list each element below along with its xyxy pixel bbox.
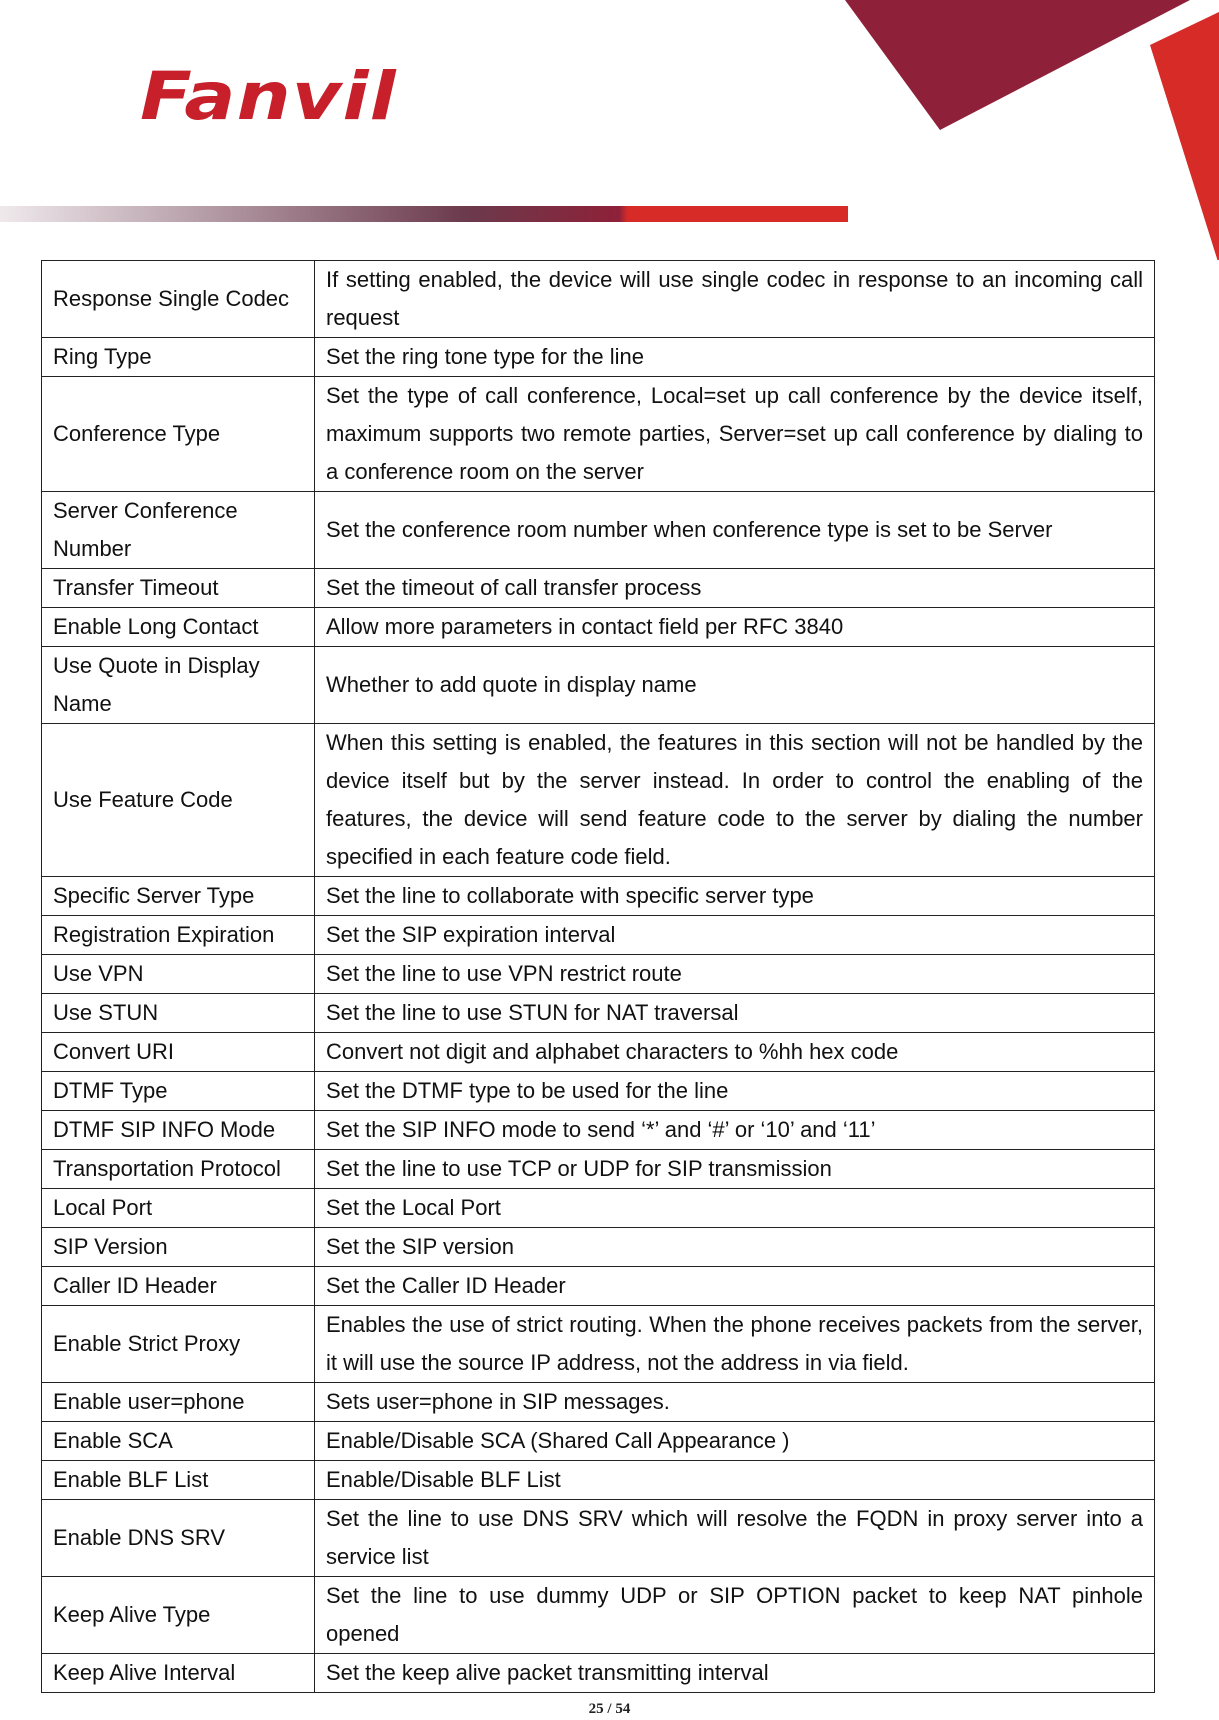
table-row bbox=[42, 608, 1155, 647]
param-name-cell: Use STUN bbox=[42, 994, 315, 1033]
param-name-cell: DTMF SIP INFO Mode bbox=[42, 1111, 315, 1150]
param-desc-cell: Enable/Disable SCA (Shared Call Appearance ) bbox=[315, 1422, 1155, 1461]
param-name-cell: Keep Alive Interval bbox=[42, 1654, 315, 1693]
param-desc-cell: Set the line to use STUN for NAT traversal bbox=[315, 994, 1155, 1033]
param-name-cell: Specific Server Type bbox=[42, 877, 315, 916]
table-row bbox=[42, 916, 1155, 955]
red-triangle-shape bbox=[1150, 12, 1219, 260]
table-row bbox=[42, 1422, 1155, 1461]
table-row bbox=[42, 1111, 1155, 1150]
param-desc-cell: Set the line to use TCP or UDP for SIP transmission bbox=[315, 1150, 1155, 1189]
table-row bbox=[42, 1577, 1155, 1654]
table-row bbox=[42, 1461, 1155, 1500]
param-name-cell: Enable SCA bbox=[42, 1422, 315, 1461]
param-desc-cell: Set the Local Port bbox=[315, 1189, 1155, 1228]
param-name-cell: Use Quote in Display Name bbox=[42, 647, 315, 724]
param-desc-cell: Set the SIP INFO mode to send ‘*’ and ‘#’ or ‘10’ and ‘11’ bbox=[315, 1111, 1155, 1150]
wine-triangle-shape bbox=[845, 0, 1190, 130]
table-row bbox=[42, 261, 1155, 338]
param-name-cell: Enable user=phone bbox=[42, 1383, 315, 1422]
table-row bbox=[42, 994, 1155, 1033]
header-stripe bbox=[0, 206, 848, 222]
param-desc-cell: Set the type of call conference, Local=set up call conference by the device itself, maximum supports two remote parties, Server=set up call conference by dialing to a conference room on the server bbox=[315, 377, 1155, 492]
param-name-cell: Enable Long Contact bbox=[42, 608, 315, 647]
param-desc-cell: Set the keep alive packet transmitting interval bbox=[315, 1654, 1155, 1693]
table-row bbox=[42, 955, 1155, 994]
table-row bbox=[42, 1654, 1155, 1693]
table-row bbox=[42, 492, 1155, 569]
param-name-cell: Registration Expiration bbox=[42, 916, 315, 955]
param-name-cell: Enable Strict Proxy bbox=[42, 1306, 315, 1383]
table-row bbox=[42, 724, 1155, 877]
param-desc-cell: Set the conference room number when conference type is set to be Server bbox=[315, 492, 1155, 569]
fanvil-logo: Fanvil bbox=[140, 58, 397, 135]
table-row bbox=[42, 1267, 1155, 1306]
param-name-cell: Response Single Codec bbox=[42, 261, 315, 338]
param-desc-cell: Set the SIP expiration interval bbox=[315, 916, 1155, 955]
param-desc-cell: Set the timeout of call transfer process bbox=[315, 569, 1155, 608]
table-row bbox=[42, 1189, 1155, 1228]
param-desc-cell: Set the ring tone type for the line bbox=[315, 338, 1155, 377]
param-desc-cell: Set the line to use DNS SRV which will resolve the FQDN in proxy server into a service list bbox=[315, 1500, 1155, 1577]
table-row bbox=[42, 877, 1155, 916]
param-desc-cell: Set the line to use VPN restrict route bbox=[315, 955, 1155, 994]
param-name-cell: Transfer Timeout bbox=[42, 569, 315, 608]
table-row bbox=[42, 1228, 1155, 1267]
param-desc-cell: Allow more parameters in contact field per RFC 3840 bbox=[315, 608, 1155, 647]
param-desc-cell: Enable/Disable BLF List bbox=[315, 1461, 1155, 1500]
param-name-cell: SIP Version bbox=[42, 1228, 315, 1267]
param-name-cell: DTMF Type bbox=[42, 1072, 315, 1111]
param-name-cell: Keep Alive Type bbox=[42, 1577, 315, 1654]
table-row bbox=[42, 377, 1155, 492]
table-row bbox=[42, 1383, 1155, 1422]
table-row bbox=[42, 647, 1155, 724]
param-desc-cell: If setting enabled, the device will use single codec in response to an incoming call request bbox=[315, 261, 1155, 338]
param-desc-cell: When this setting is enabled, the features in this section will not be handled by the device itself but by the server instead. In order to control the enabling of the features, the device will send feature code to the server by dialing the number specified in each feature code field. bbox=[315, 724, 1155, 877]
table-row bbox=[42, 338, 1155, 377]
param-desc-cell: Set the DTMF type to be used for the line bbox=[315, 1072, 1155, 1111]
table-row bbox=[42, 1072, 1155, 1111]
param-name-cell: Use Feature Code bbox=[42, 724, 315, 877]
param-name-cell: Conference Type bbox=[42, 377, 315, 492]
table-row bbox=[42, 1500, 1155, 1577]
param-name-cell: Enable DNS SRV bbox=[42, 1500, 315, 1577]
param-name-cell: Transportation Protocol bbox=[42, 1150, 315, 1189]
param-name-cell: Caller ID Header bbox=[42, 1267, 315, 1306]
table-row bbox=[42, 1150, 1155, 1189]
param-desc-cell: Set the line to use dummy UDP or SIP OPTION packet to keep NAT pinhole opened bbox=[315, 1577, 1155, 1654]
param-desc-cell: Whether to add quote in display name bbox=[315, 647, 1155, 724]
param-desc-cell: Convert not digit and alphabet characters to %hh hex code bbox=[315, 1033, 1155, 1072]
page-number: 25 / 54 bbox=[588, 1701, 631, 1717]
param-name-cell: Use VPN bbox=[42, 955, 315, 994]
param-desc-cell: Enables the use of strict routing. When the phone receives packets from the server, it will use the source IP address, not the address in via field. bbox=[315, 1306, 1155, 1383]
param-name-cell: Enable BLF List bbox=[42, 1461, 315, 1500]
param-desc-cell: Sets user=phone in SIP messages. bbox=[315, 1383, 1155, 1422]
param-name-cell: Local Port bbox=[42, 1189, 315, 1228]
param-name-cell: Convert URI bbox=[42, 1033, 315, 1072]
param-desc-cell: Set the Caller ID Header bbox=[315, 1267, 1155, 1306]
param-desc-cell: Set the SIP version bbox=[315, 1228, 1155, 1267]
param-desc-cell: Set the line to collaborate with specific server type bbox=[315, 877, 1155, 916]
table-row bbox=[42, 1033, 1155, 1072]
table-row bbox=[42, 569, 1155, 608]
settings-table bbox=[41, 260, 1155, 1693]
param-name-cell: Ring Type bbox=[42, 338, 315, 377]
param-name-cell: Server Conference Number bbox=[42, 492, 315, 569]
table-row bbox=[42, 1306, 1155, 1383]
